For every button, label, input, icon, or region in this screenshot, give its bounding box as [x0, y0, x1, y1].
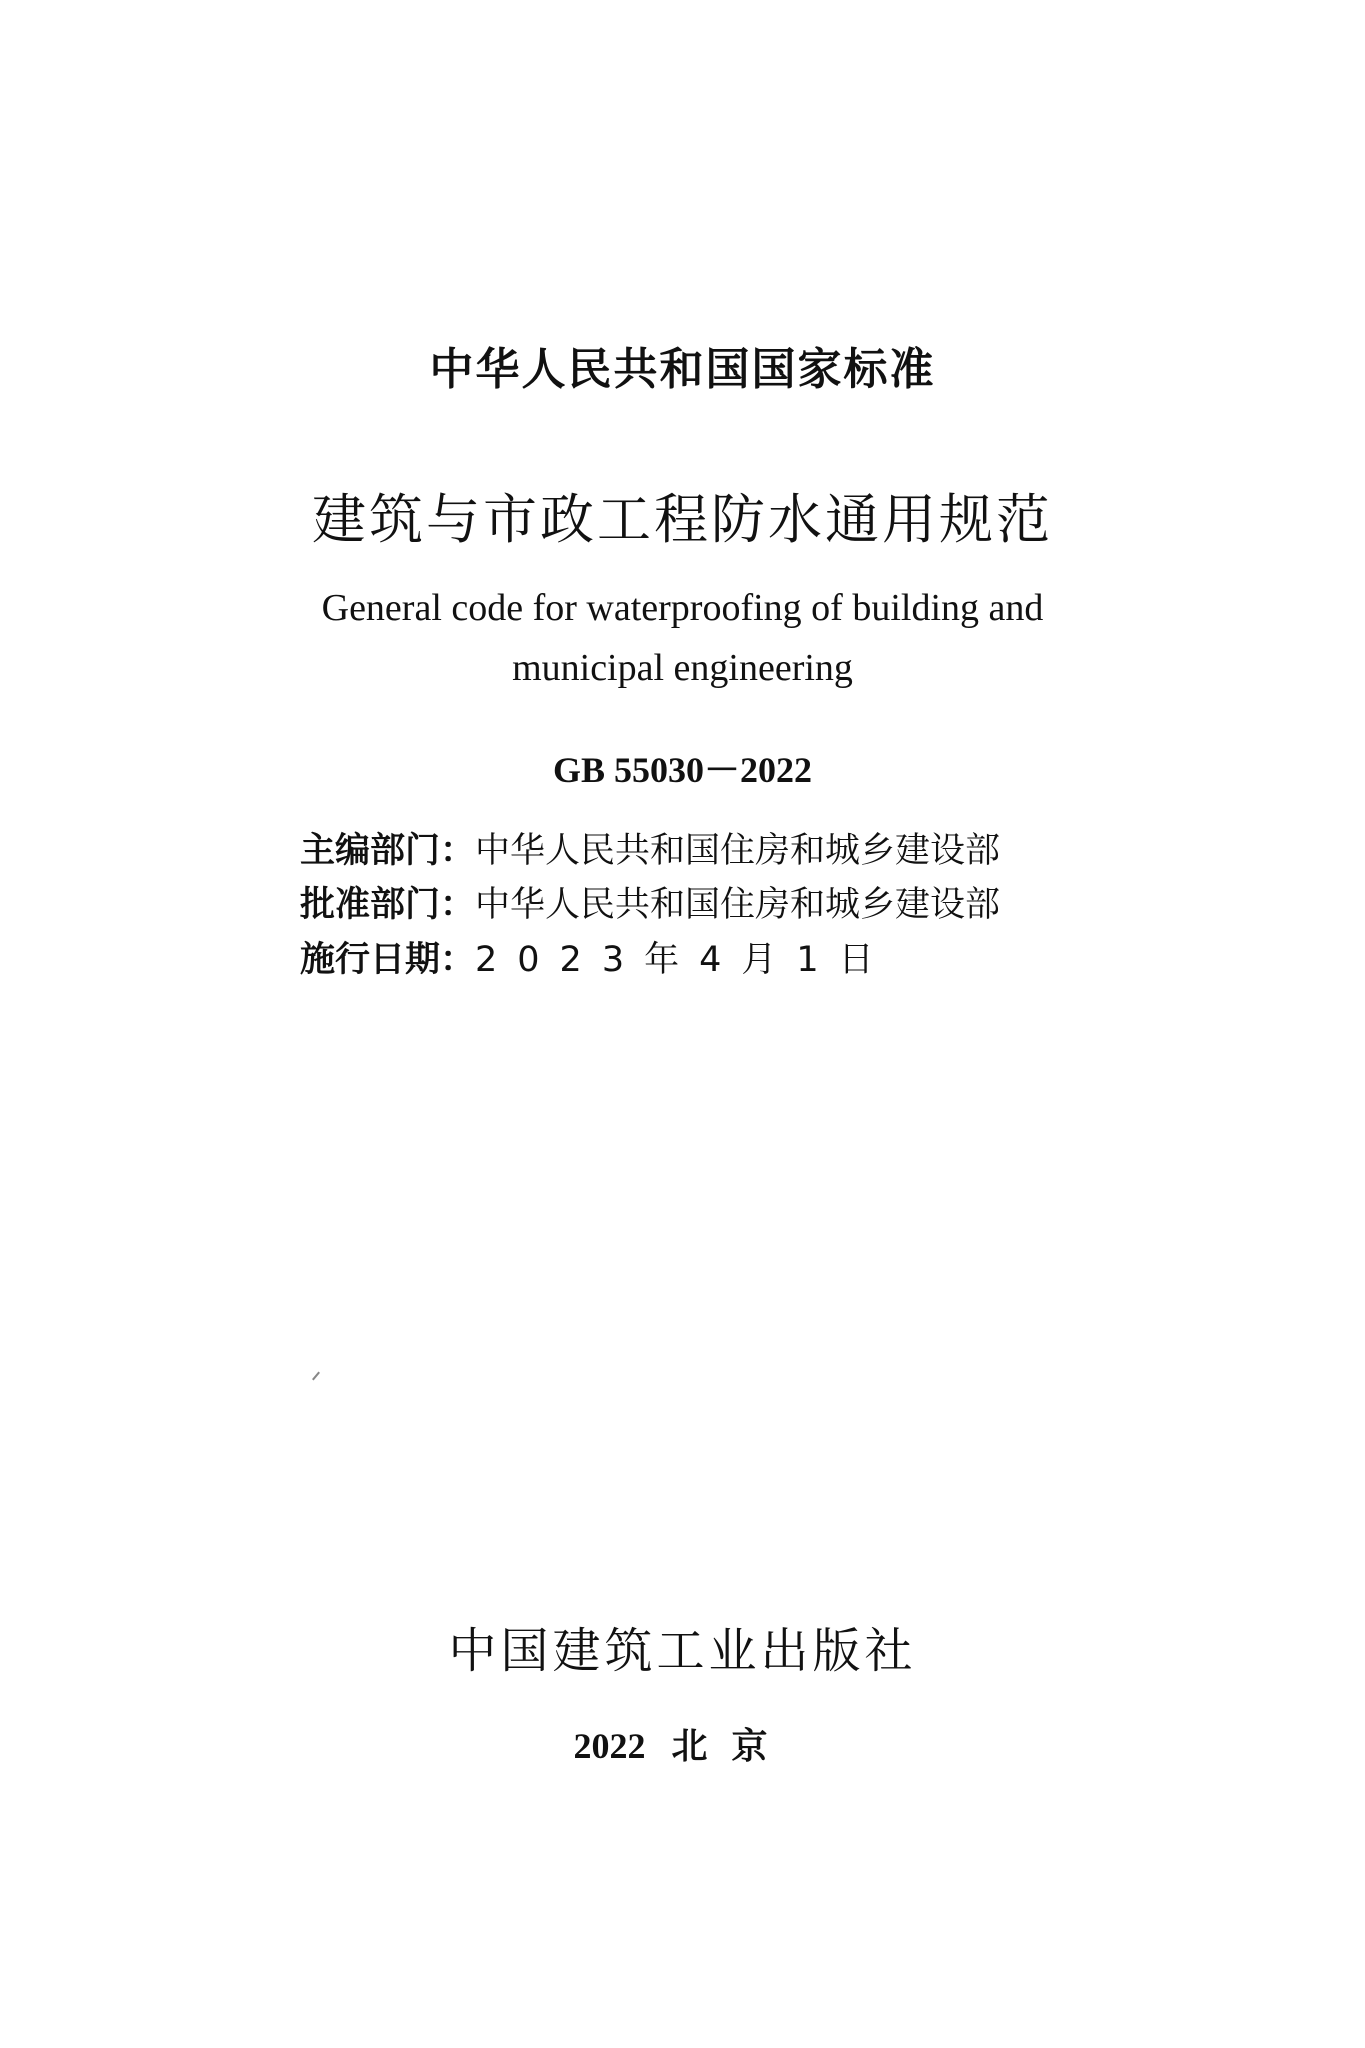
effective-date-value: 2023年4月1日: [475, 940, 894, 980]
effective-date-label: 施行日期：: [300, 940, 476, 980]
effective-date-row: [300, 932, 1060, 982]
standard-category-heading: 中华人民共和国国家标准: [429, 344, 936, 395]
publisher-name: 中国建筑工业出版社: [448, 1623, 917, 1679]
publication-year-place: [0, 1718, 1365, 1769]
publication-city: 北京: [671, 1725, 792, 1767]
editing-department-value: 中华人民共和国住房和城乡建设部: [475, 831, 1001, 871]
scan-mark: [312, 1372, 320, 1381]
chinese-title: 建筑与市政工程防水通用规范: [312, 488, 1053, 551]
editing-department-row: [300, 823, 1060, 873]
english-title-line-2: municipal engineering: [512, 647, 853, 689]
english-title-line-1: General code for waterproofing of building and: [321, 587, 1044, 629]
approving-department-row: [300, 877, 1060, 927]
approving-department-label: 批准部门：: [300, 885, 476, 925]
approving-department-value: 中华人民共和国住房和城乡建设部: [475, 885, 1001, 925]
publication-year: 2022: [573, 1726, 646, 1766]
standard-code: GB 55030－2022: [552, 750, 812, 790]
editing-department-label: 主编部门：: [300, 831, 476, 871]
